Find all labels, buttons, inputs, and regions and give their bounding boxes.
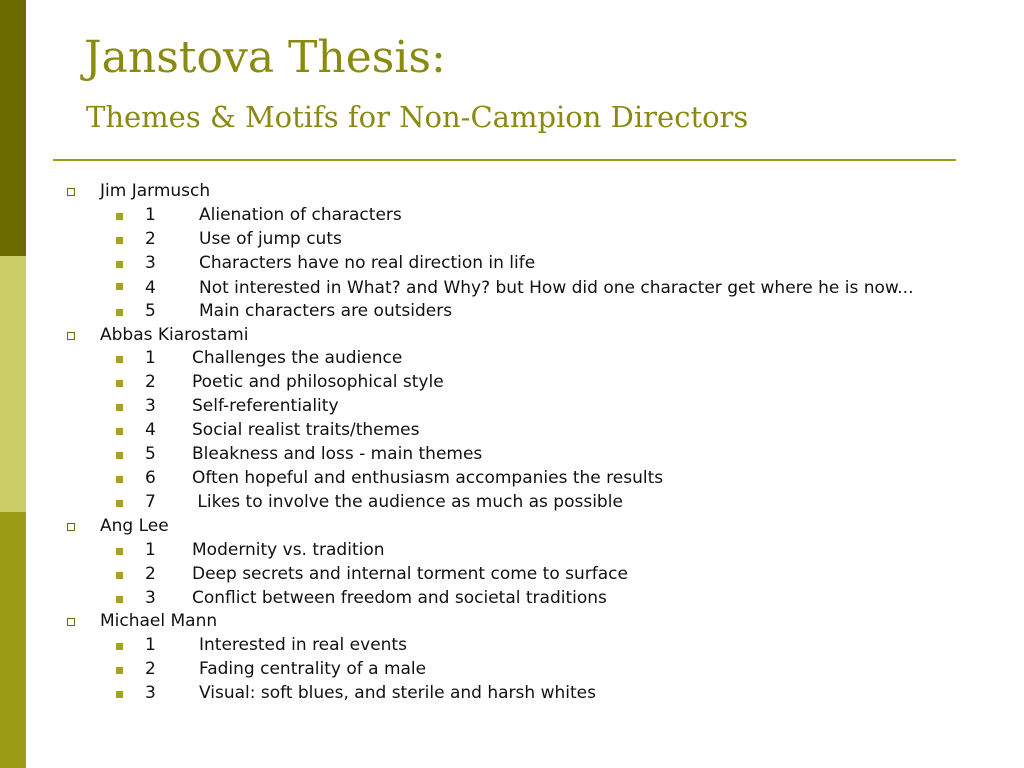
theme-item: [100, 443, 964, 467]
theme-item: [100, 419, 964, 443]
theme-item: [100, 276, 964, 300]
filled-square-bullet-icon: [116, 261, 123, 268]
theme-text: Characters have no real direction in life: [199, 252, 536, 273]
theme-text: Poetic and philosophical style: [192, 372, 444, 393]
theme-item: [100, 682, 964, 706]
theme-number: 3: [145, 587, 156, 608]
slide-subtitle: Themes & Motifs for Non-Campion Directors: [86, 100, 749, 134]
filled-square-bullet-icon: [116, 691, 123, 698]
theme-number: 5: [145, 444, 156, 465]
theme-text: Bleakness and loss - main themes: [192, 444, 483, 465]
theme-text: Likes to involve the audience as much as possible: [192, 491, 623, 512]
theme-number: 2: [145, 228, 156, 249]
theme-number: 3: [145, 396, 156, 417]
theme-number: 3: [145, 683, 156, 704]
theme-item: [100, 491, 964, 515]
filled-square-bullet-icon: [116, 428, 123, 435]
theme-number: 5: [145, 300, 156, 321]
director-group: [64, 180, 964, 324]
theme-text: Modernity vs. tradition: [192, 539, 385, 560]
theme-text: Self-referentiality: [192, 396, 339, 417]
theme-number: 1: [145, 539, 156, 560]
theme-item: [100, 252, 964, 276]
director-list: [64, 180, 964, 706]
director-name: Ang Lee: [100, 515, 169, 536]
theme-item: [100, 371, 964, 395]
theme-item: [100, 587, 964, 611]
theme-item: [100, 467, 964, 491]
theme-item: [100, 634, 964, 658]
theme-text: Often hopeful and enthusiasm accompanies the results: [192, 467, 664, 488]
filled-square-bullet-icon: [116, 667, 123, 674]
filled-square-bullet-icon: [116, 500, 123, 507]
director-name: Jim Jarmusch: [100, 181, 211, 201]
theme-item: [100, 395, 964, 419]
theme-item: [100, 539, 964, 563]
theme-number: 1: [145, 635, 156, 656]
theme-text: Interested in real events: [199, 635, 407, 656]
theme-text: Fading centrality of a male: [199, 659, 427, 680]
sidebar-stripe-middle: [0, 256, 26, 512]
theme-number: 1: [145, 348, 156, 369]
sidebar-stripe-top: [0, 0, 26, 256]
filled-square-bullet-icon: [116, 596, 123, 603]
filled-square-bullet-icon: [116, 452, 123, 459]
hollow-square-bullet-icon: [67, 332, 75, 340]
theme-number: 6: [145, 467, 156, 488]
theme-item: [100, 300, 964, 324]
director-group: [64, 515, 964, 611]
theme-number: 2: [145, 563, 156, 584]
theme-text: Not interested in What? and Why? but How did one character get where he is now...: [199, 277, 914, 298]
theme-text: Conflict between freedom and societal traditions: [192, 587, 607, 608]
theme-item: [100, 563, 964, 587]
theme-list: [100, 634, 964, 706]
filled-square-bullet-icon: [116, 572, 123, 579]
theme-number: 3: [145, 252, 156, 273]
theme-text: Deep secrets and internal torment come to surface: [192, 563, 628, 584]
hollow-square-bullet-icon: [67, 618, 75, 626]
slide-title: Janstova Thesis:: [84, 32, 446, 83]
theme-list: [100, 347, 964, 514]
hollow-square-bullet-icon: [67, 523, 75, 531]
theme-number: 2: [145, 659, 156, 680]
theme-text: Main characters are outsiders: [199, 300, 453, 321]
filled-square-bullet-icon: [116, 548, 123, 555]
filled-square-bullet-icon: [116, 237, 123, 244]
director-group: [64, 324, 964, 515]
title-divider: [53, 159, 956, 161]
filled-square-bullet-icon: [116, 643, 123, 650]
theme-number: 4: [145, 277, 156, 298]
theme-text: Social realist traits/themes: [192, 420, 420, 441]
theme-number: 1: [145, 204, 156, 225]
filled-square-bullet-icon: [116, 476, 123, 483]
theme-item: [100, 347, 964, 371]
director-group: [64, 610, 964, 706]
filled-square-bullet-icon: [116, 213, 123, 220]
theme-text: Visual: soft blues, and sterile and harsh whites: [199, 683, 596, 704]
theme-list: [100, 204, 964, 324]
theme-item: [100, 228, 964, 252]
filled-square-bullet-icon: [116, 404, 123, 411]
filled-square-bullet-icon: [116, 309, 123, 316]
sidebar-stripe-bottom: [0, 512, 26, 768]
filled-square-bullet-icon: [116, 283, 123, 290]
theme-number: 7: [145, 491, 156, 512]
hollow-square-bullet-icon: [67, 188, 75, 196]
theme-text: Use of jump cuts: [199, 228, 342, 249]
theme-item: [100, 204, 964, 228]
theme-number: 2: [145, 372, 156, 393]
filled-square-bullet-icon: [116, 380, 123, 387]
director-name: Michael Mann: [100, 611, 218, 632]
director-name: Abbas Kiarostami: [100, 324, 249, 345]
filled-square-bullet-icon: [116, 356, 123, 363]
theme-number: 4: [145, 420, 156, 441]
theme-list: [100, 539, 964, 611]
theme-text: Challenges the audience: [192, 348, 403, 369]
theme-text: Alienation of characters: [199, 204, 402, 225]
theme-item: [100, 658, 964, 682]
